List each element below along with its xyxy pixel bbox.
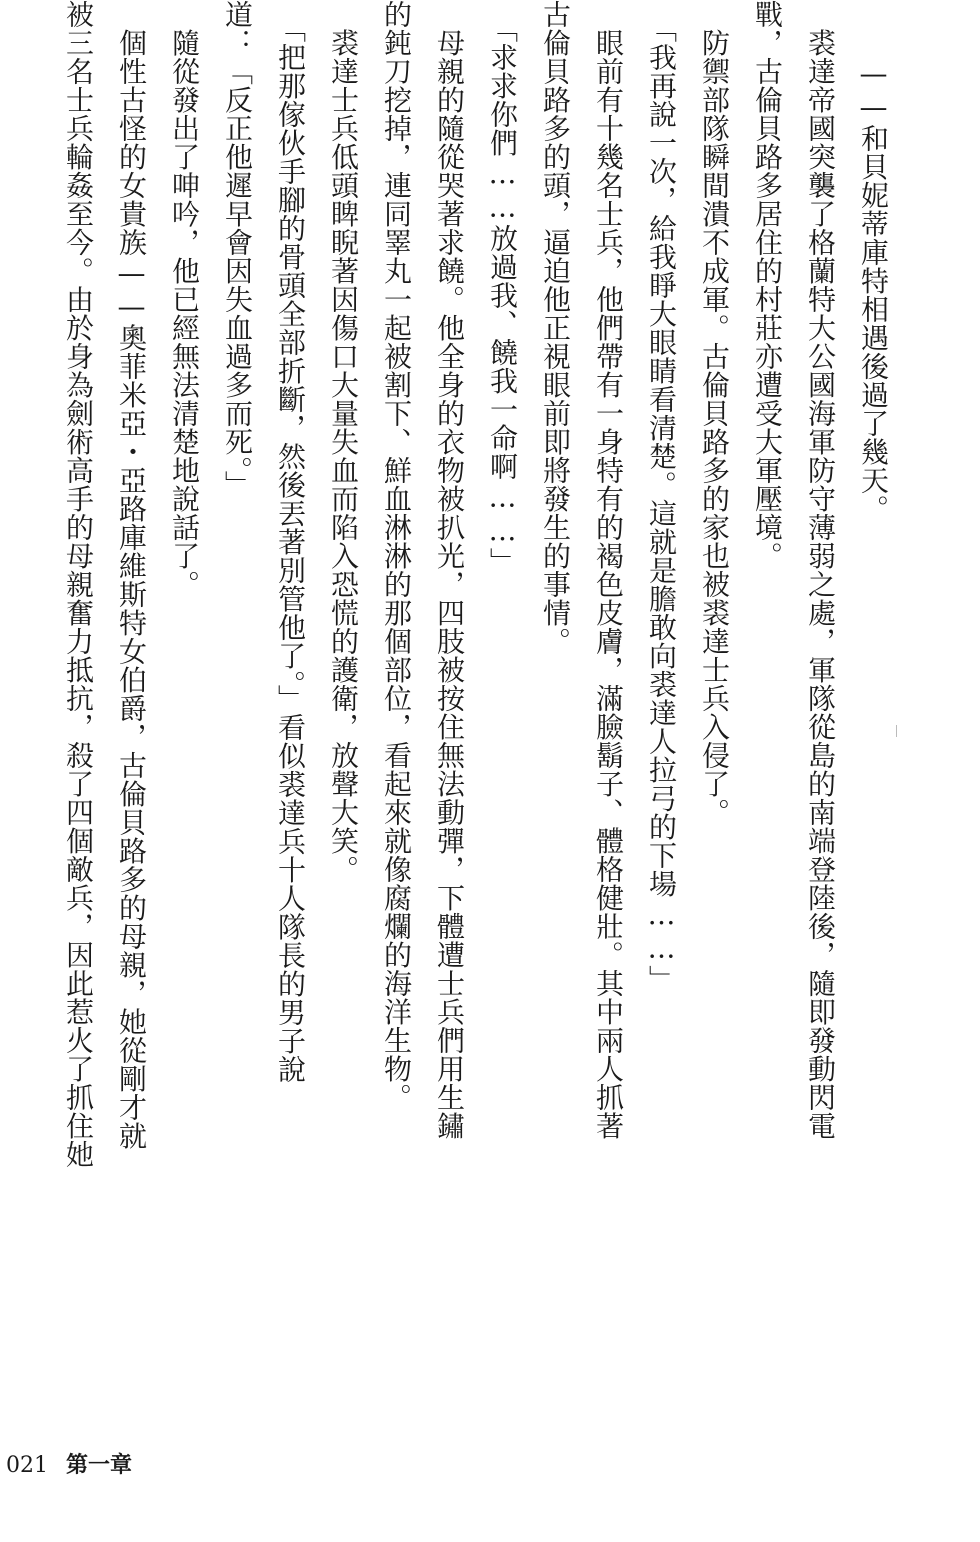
text-line-9: 母親的隨從哭著求饒。他全身的衣物被扒光，四肢被按住無法動彈，下體遭士兵們用生鏽	[433, 0, 466, 1140]
text-line-11: 裘達士兵低頭睥睨著因傷口大量失血而陷入恐慌的護衛，放聲大笑。	[327, 0, 360, 884]
text-line-7: 古倫貝路多的頭，逼迫他正視眼前即將發生的事情。	[539, 0, 572, 656]
text-line-15: 個性古怪的女貴族——奧菲米亞・亞路庫維斯特女伯爵，古倫貝路多的母親，她從剛才就	[115, 0, 148, 1150]
scan-artifact	[896, 725, 897, 737]
text-line-2: 裘達帝國突襲了格蘭特大公國海軍防守薄弱之處，軍隊從島的南端登陸後，隨即發動閃電	[804, 0, 837, 1140]
vertical-text-body	[62, 0, 892, 1320]
page-footer	[6, 1448, 132, 1479]
text-line-16: 被三名士兵輪姦至今。由於身為劍術高手的母親奮力抵抗，殺了四個敵兵，因此惹火了抓住她	[62, 0, 95, 1169]
text-line-5: 「我再說一次，給我睜大眼睛看清楚。這就是膽敢向裘達人拉弓的下場……」	[645, 0, 678, 994]
text-line-8: 「求求你們……放過我、饒我一命啊……」	[486, 0, 519, 576]
text-line-3: 戰，古倫貝路多居住的村莊亦遭受大軍壓境。	[751, 0, 784, 570]
text-line-4: 防禦部隊瞬間潰不成軍。古倫貝路多的家也被裘達士兵入侵了。	[698, 0, 731, 827]
text-line-13: 道：「反正他遲早會因失血過多而死。」	[221, 0, 254, 499]
text-line-12: 「把那傢伙手腳的骨頭全部折斷，然後丟著別管他了。」看似裘達兵十人隊長的男子說	[274, 0, 307, 1084]
text-line-10: 的鈍刀挖掉，連同睪丸一起被割下、鮮血淋淋的那個部位，看起來就像腐爛的海洋生物。	[380, 0, 413, 1112]
page-number: 021	[6, 1453, 48, 1478]
text-line-6: 眼前有十幾名士兵，他們帶有一身特有的褐色皮膚，滿臉鬍子、體格健壯。其中兩人抓著	[592, 0, 625, 1140]
text-line-1: ——和貝妮蒂庫特相遇後過了幾天。	[857, 0, 890, 523]
chapter-title: 第一章	[66, 1453, 133, 1478]
text-line-14: 隨從發出了呻吟，他已經無法清楚地說話了。	[168, 0, 201, 599]
